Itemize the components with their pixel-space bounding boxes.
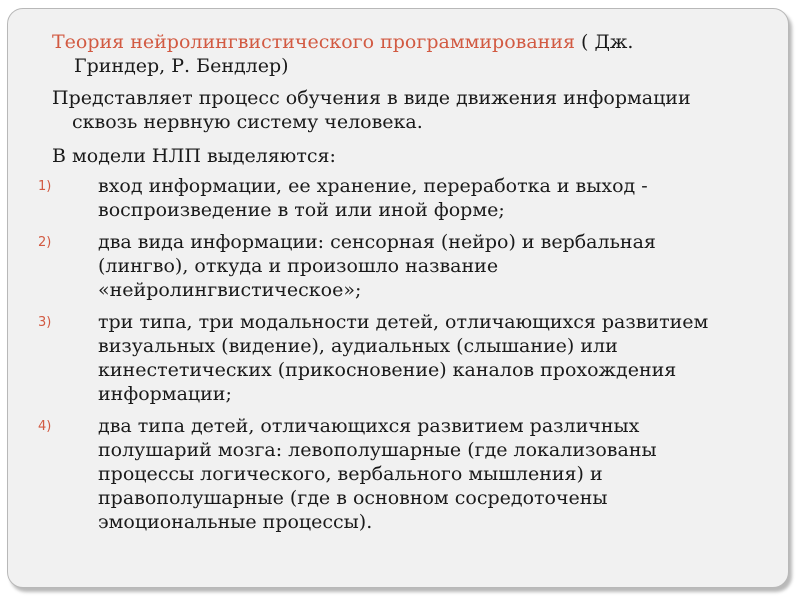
list-item xyxy=(38,310,728,406)
list-item-text: три типа, три модальности детей, отличающихся развитием визуальных (видение), аудиальных (слышание) или кинестетических (прикосновение) каналов прохождения информации; xyxy=(98,311,709,405)
slide-content xyxy=(38,30,728,542)
nlp-model-heading: В модели НЛП выделяются: xyxy=(52,145,336,167)
list-item-number: 4) xyxy=(38,419,52,434)
title-accent-text: Теория нейролингвистического программирования xyxy=(52,31,575,53)
list-item xyxy=(38,414,728,534)
nlp-model-list xyxy=(38,174,728,534)
list-item-text: два вида информации: сенсорная (нейро) и вербальная (лингво), откуда и произошло название «нейролингвистическое»; xyxy=(98,231,656,301)
list-item-number: 3) xyxy=(38,315,52,330)
list-item xyxy=(38,174,728,222)
title-authors-text: ( Дж. Гриндер, Р. Бендлер) xyxy=(74,31,634,77)
list-item-text: два типа детей, отличающихся развитием различных полушарий мозга: левополушарные (где локализованы процессы логического, вербального мышления) и правополушарные (где в основном сосредоточены эмоциональные процессы). xyxy=(98,415,657,533)
list-item-text: вход информации, ее хранение, переработка и выход - воспроизведение в той или иной форме; xyxy=(98,175,648,221)
list-item-number: 1) xyxy=(38,179,52,194)
intro-paragraph: Представляет процесс обучения в виде движения информации сквозь нервную систему человека. xyxy=(52,87,691,133)
list-item-number: 2) xyxy=(38,235,52,250)
list-item xyxy=(38,230,728,302)
slide-title xyxy=(38,30,728,78)
